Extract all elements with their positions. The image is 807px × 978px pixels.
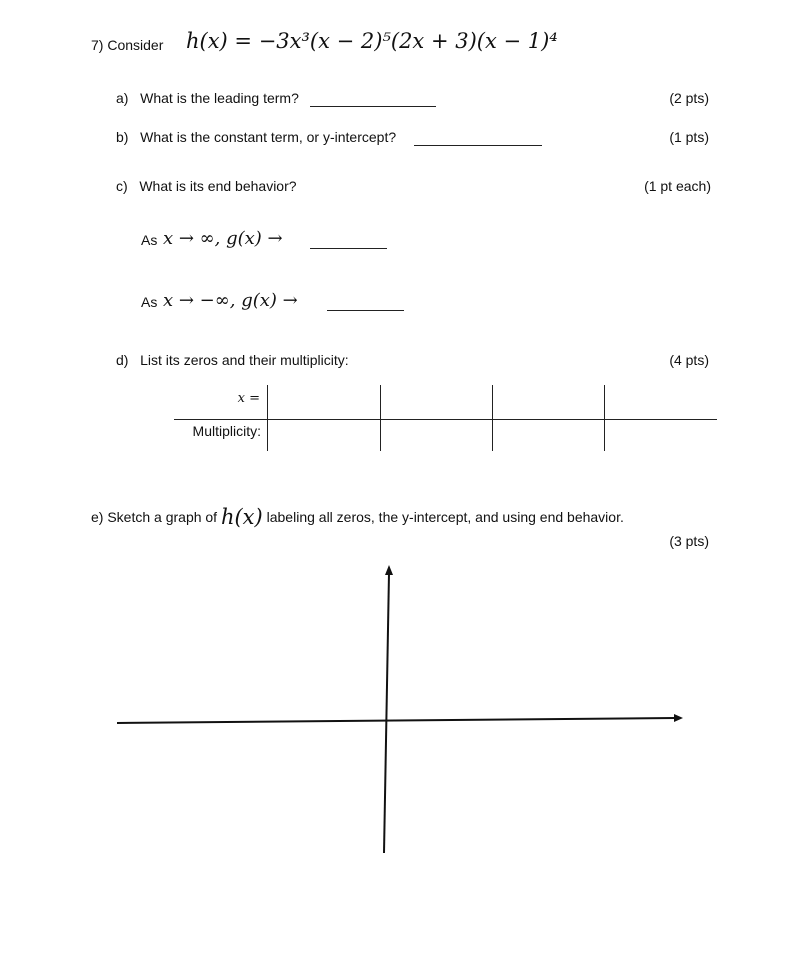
y-axis-arrow-icon [385,565,393,575]
zeros-row-header: x = [237,391,260,406]
part-c-text: What is its end behavior? [139,178,297,194]
part-d-text: List its zeros and their multiplicity: [140,352,349,368]
part-c-points: (1 pt each) [644,178,711,194]
part-a-text: What is the leading term? [140,90,299,106]
function-expression: h(x) = −3x³(x − 2)⁵(2x + 3)(x − 1)⁴ [186,29,558,53]
part-e-function: h(x) [220,505,263,529]
multiplicity-row-header: Multiplicity: [192,423,261,439]
part-b-text: What is the constant term, or y-intercept? [140,129,397,145]
y-axis-line [384,573,389,853]
part-d-points: (4 pts) [669,352,709,368]
problem-number-label: 7) [91,37,104,53]
part-c-label: c) [116,178,128,194]
part-e-text-before: e) Sketch a graph of [91,509,218,525]
part-e-points: (3 pts) [669,533,709,549]
part-a-points: (2 pts) [669,90,709,106]
consider-label: Consider [107,37,164,53]
as-label-1: As [141,232,158,248]
part-b-label: b) [116,129,129,145]
end-behavior-expr-2: x → −∞, g(x) → [163,290,298,311]
as-label-2: As [141,294,158,310]
part-b-points: (1 pts) [669,129,709,145]
x-axis-arrow-icon [674,714,683,722]
part-a-label: a) [116,90,129,106]
part-e-text-after: labeling all zeros, the y-intercept, and using end behavior. [266,509,624,525]
end-behavior-expr-1: x → ∞, g(x) → [163,228,283,249]
part-d-label: d) [116,352,129,368]
x-axis-line [117,718,675,723]
